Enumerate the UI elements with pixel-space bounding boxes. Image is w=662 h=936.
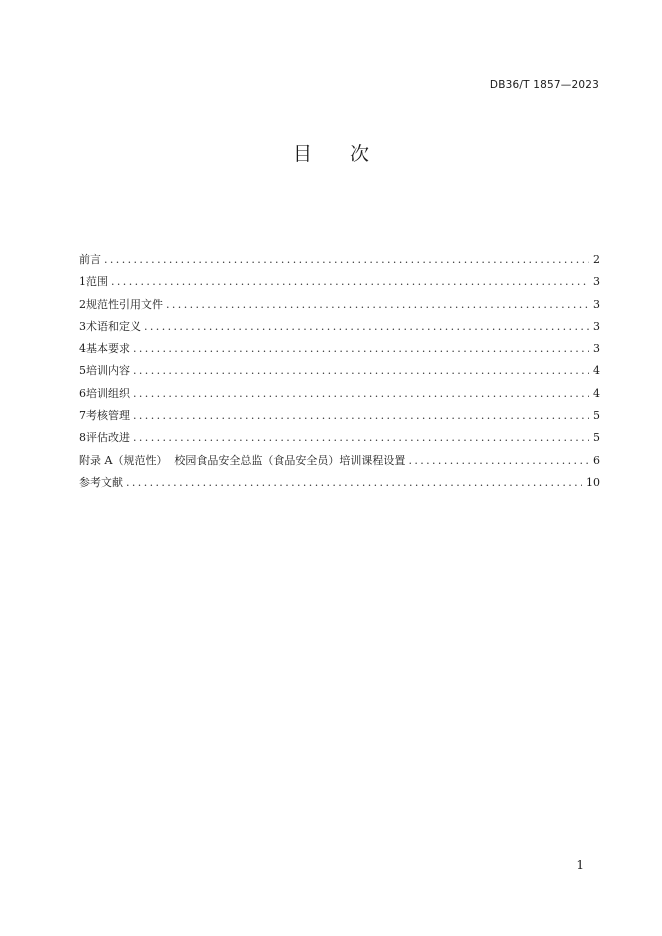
document-code: DB36/T 1857—2023: [489, 79, 599, 91]
toc-entry-number: 5: [79, 364, 86, 378]
toc-entry-page: 3: [593, 342, 600, 356]
toc-entry-label: 范围: [86, 275, 108, 289]
toc-entry-label: 前言: [79, 253, 101, 266]
toc-entry-number: 6: [79, 386, 86, 400]
toc-entry-page: 6: [593, 453, 600, 467]
toc-entry-foreword[interactable]: [79, 252, 600, 274]
toc-entry-terms-definitions[interactable]: [79, 319, 600, 341]
toc-entry-scope[interactable]: [79, 274, 600, 296]
toc-entry-number: 1: [79, 275, 86, 289]
toc-entry-label: 附录 A（规范性） 校园食品安全总监（食品安全员）培训课程设置: [79, 453, 406, 467]
toc-entry-page: 3: [593, 275, 600, 289]
toc-entry-number: 4: [79, 342, 86, 356]
toc-entry-label: 考核管理: [86, 409, 130, 423]
page-title: [0, 139, 662, 166]
toc-entry-normative-references[interactable]: [79, 297, 600, 319]
toc-entry-number: 7: [79, 409, 86, 423]
toc-entry-page: 5: [593, 409, 600, 423]
toc-entry-label: 参考文献: [79, 475, 123, 489]
table-of-contents: [79, 252, 600, 497]
toc-entry-label: 评估改进: [86, 431, 130, 445]
toc-entry-appendix-a[interactable]: [79, 453, 600, 475]
toc-entry-assessment-management[interactable]: [79, 408, 600, 430]
toc-dot-leader: [133, 341, 589, 357]
toc-entry-page: 5: [593, 431, 600, 445]
toc-dot-leader: [133, 386, 589, 402]
toc-entry-training-organization[interactable]: [79, 386, 600, 408]
toc-entry-basic-requirements[interactable]: [79, 341, 600, 363]
toc-entry-label: 术语和定义: [86, 319, 141, 333]
toc-entry-label: 培训内容: [86, 364, 130, 378]
toc-entry-number: 2: [79, 297, 86, 311]
toc-entry-page: 3: [593, 297, 600, 311]
toc-entry-bibliography[interactable]: [79, 475, 600, 497]
title-char-1: 目: [292, 143, 312, 165]
toc-entry-page: 3: [593, 319, 600, 333]
toc-entry-page: 2: [593, 253, 600, 266]
toc-entry-page: 4: [593, 386, 600, 400]
toc-entry-label: 培训组织: [86, 386, 130, 400]
toc-dot-leader: [133, 430, 589, 446]
toc-entry-number: 3: [79, 319, 86, 333]
toc-dot-leader: [166, 297, 589, 313]
toc-entry-evaluation-improvement[interactable]: [79, 430, 600, 452]
toc-entry-page: 10: [586, 475, 600, 489]
toc-dot-leader: [133, 408, 589, 424]
toc-dot-leader: [111, 274, 589, 290]
toc-entry-label: 基本要求: [86, 342, 130, 356]
title-char-2: 次: [350, 143, 370, 165]
toc-dot-leader: [126, 475, 582, 491]
toc-dot-leader: [104, 252, 589, 268]
toc-dot-leader: [133, 363, 589, 379]
toc-dot-leader: [408, 453, 589, 469]
toc-entry-number: 8: [79, 431, 86, 445]
toc-entry-page: 4: [593, 364, 600, 378]
toc-entry-label: 规范性引用文件: [86, 297, 163, 311]
toc-entry-training-content[interactable]: [79, 363, 600, 385]
page-number: 1: [576, 858, 584, 872]
toc-dot-leader: [144, 319, 589, 335]
